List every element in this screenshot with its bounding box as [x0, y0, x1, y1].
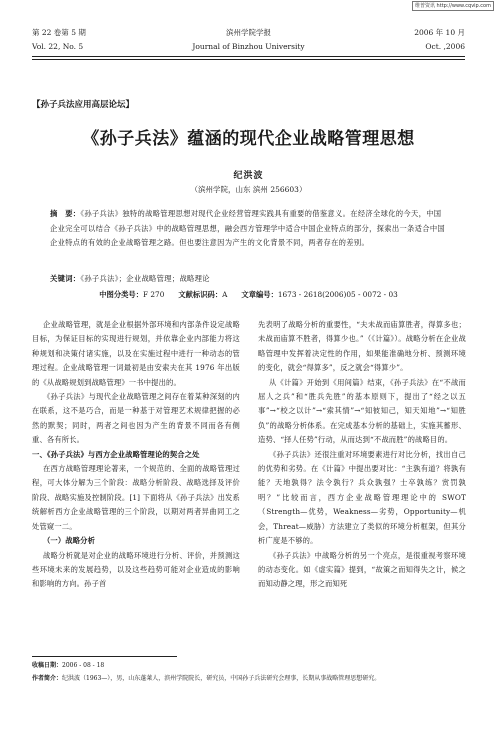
volume-en: Vol. 22, No. 5	[32, 42, 84, 51]
author-name: 纪洪波	[233, 171, 264, 181]
paragraph: 《孙子兵法》中战略分析的另一个亮点，是很重视考察环境的动态变化。如《虚实篇》提到，“故策之而知得失之计，候之而知动静之理，形之而知死	[258, 550, 466, 589]
journal-name-cn: 滨州学院学报	[226, 28, 271, 37]
classification-line	[0, 290, 497, 300]
keywords-text: 《孙子兵法》；企业战略管理；战略理论	[80, 274, 210, 283]
section-heading: 一、《孙子兵法》与西方企业战略管理论的契合之处	[32, 449, 200, 459]
clc-value: F 270	[143, 290, 165, 299]
column-tag: 【孙子兵法应用高层论坛】	[32, 100, 135, 110]
article-id-label: 文章编号：	[241, 290, 278, 299]
paragraph: 先表明了战略分析的重要性，“夫未战而庙算胜者，得算多也；未战而庙算不胜者，得算少也。”（《计篇》）。战略分析在企业战略管理中发挥着决定性的作用，如果能准确地分析、预测环境的变化，就会“得算多”，反之就会“得算少”。	[258, 320, 466, 373]
author-affiliation: （滨州学院，山东 滨州 256603）	[190, 185, 307, 194]
volume-cn: 第 22 卷第 5 期	[32, 28, 86, 37]
issue-date-cn: 2006 年 10 月	[414, 28, 465, 37]
keywords	[50, 272, 448, 287]
subsection-heading: （一）战略分析	[42, 536, 96, 546]
abstract	[50, 207, 448, 251]
clc-label: 中图分类号：	[99, 290, 144, 299]
paragraph: 从《计篇》开始到《用间篇》结束，《孙子兵法》在“不战而屈人之兵”和“胜兵先胜”的基本原则下，提出了“经之以五事”→“校之以计”→“索其情”→“知彼知己，知天知地”→“知胜负”的战略分析体系。在完成基本分析的基础上，实施其蓄形、造势、“择人任势”行动，从而达到“不战而胜”的战略目的。	[258, 377, 466, 445]
article-title: 《孙子兵法》蕴涵的现代企业战略管理思想	[82, 129, 415, 149]
paragraph: 企业战略管理，就是企业根据外部环境和内部条件设定战略目标，为保证目标的实现进行规划，并依靠企业内部能力将这种规划和决策付诸实施，以及在实施过程中进行一种动态的管理过程。企业战略管理一词最初是由安索夫在其 1976 年出版的《从战略规划到战略管理》一书中提出的。	[32, 320, 240, 387]
paragraph: 在西方战略管理理论著来，一个规范的、全面的战略管理过程，可大体分解为三个阶段：战略分析阶段、战略选择及评价阶段、战略实施及控制阶段。[1] 下面将从《孙子兵法》出发系统解析西方企业战略管理的三个阶段，以期对两者异曲同工之处管窥一二。	[32, 464, 240, 531]
header-rule-top	[32, 56, 465, 57]
paragraph: 《孙子兵法》还很注重对环境要素进行对比分析，找出自己的优势和劣势。在《计篇》中提出要对比：“主孰有道？将孰有能？天地孰得？法令孰行？兵众孰强？士卒孰练？赏罚孰明？”比较而言，西方企业战略管理理论中的 SWOT（Strength—优势，Weakness—劣势，Opportunity—机会，Threat—威胁）方法建立了类似的环境分析框架，但其分析广度是不够的。	[258, 449, 466, 546]
source-watermark: 维普资讯 http://www.cqvip.com	[412, 1, 494, 11]
journal-name-en: Journal of Binzhou University	[192, 42, 305, 51]
author-bio-label: 作者简介：	[32, 675, 63, 682]
paragraph: 《孙子兵法》与现代企业战略管理之间存在着某种深刻的内在联系，这不是巧合，而是一种基于对管理艺术规律把握的必然的默契；同时，两者之间也因为产生的背景不同而各有侧重、各有所长。	[32, 392, 240, 445]
received-date: 2006 - 08 - 18	[62, 662, 105, 669]
issue-date-en: Oct. ,2006	[425, 42, 465, 51]
abstract-text: 《孙子兵法》独特的战略管理思想对现代企业经营管理实践具有重要的借鉴意义。在经济全球化的今天，中国企业完全可以结合《孙子兵法》中的战略管理思想，融会西方管理学中适合中国企业特点的部分，探索出一条适合中国企业特点的有效的企业战略管理之路。但也要注意因为产生的文化背景不同，两者存在的差别。	[50, 209, 446, 247]
article-id-value: 1673 - 2618(2006)05 - 0072 - 03	[277, 290, 398, 299]
body-column-left	[32, 318, 240, 592]
footnote-author	[32, 673, 465, 684]
header-rule-bottom	[32, 59, 465, 60]
doc-code-label: 文献标识码：	[178, 290, 223, 299]
footnote-rule	[32, 656, 177, 657]
body-column-right	[258, 318, 466, 592]
paragraph: 战略分析就是对企业的战略环境进行分析、评价，并预测这些环境未来的发展趋势，以及这些趋势可能对企业造成的影响和影响的方向。孙子首	[32, 550, 240, 589]
abstract-label: 摘 要：	[50, 209, 81, 218]
footnote-received	[32, 660, 465, 671]
received-label: 收稿日期：	[32, 662, 63, 669]
author-bio: 纪洪波（1963—），男，山东蓬莱人，滨州学院院长，研究员，中国孙子兵法研究会理事，长期从事战略管理思想研究。	[62, 675, 381, 682]
keywords-label: 关键词：	[50, 274, 81, 283]
doc-code-value: A	[222, 290, 228, 299]
